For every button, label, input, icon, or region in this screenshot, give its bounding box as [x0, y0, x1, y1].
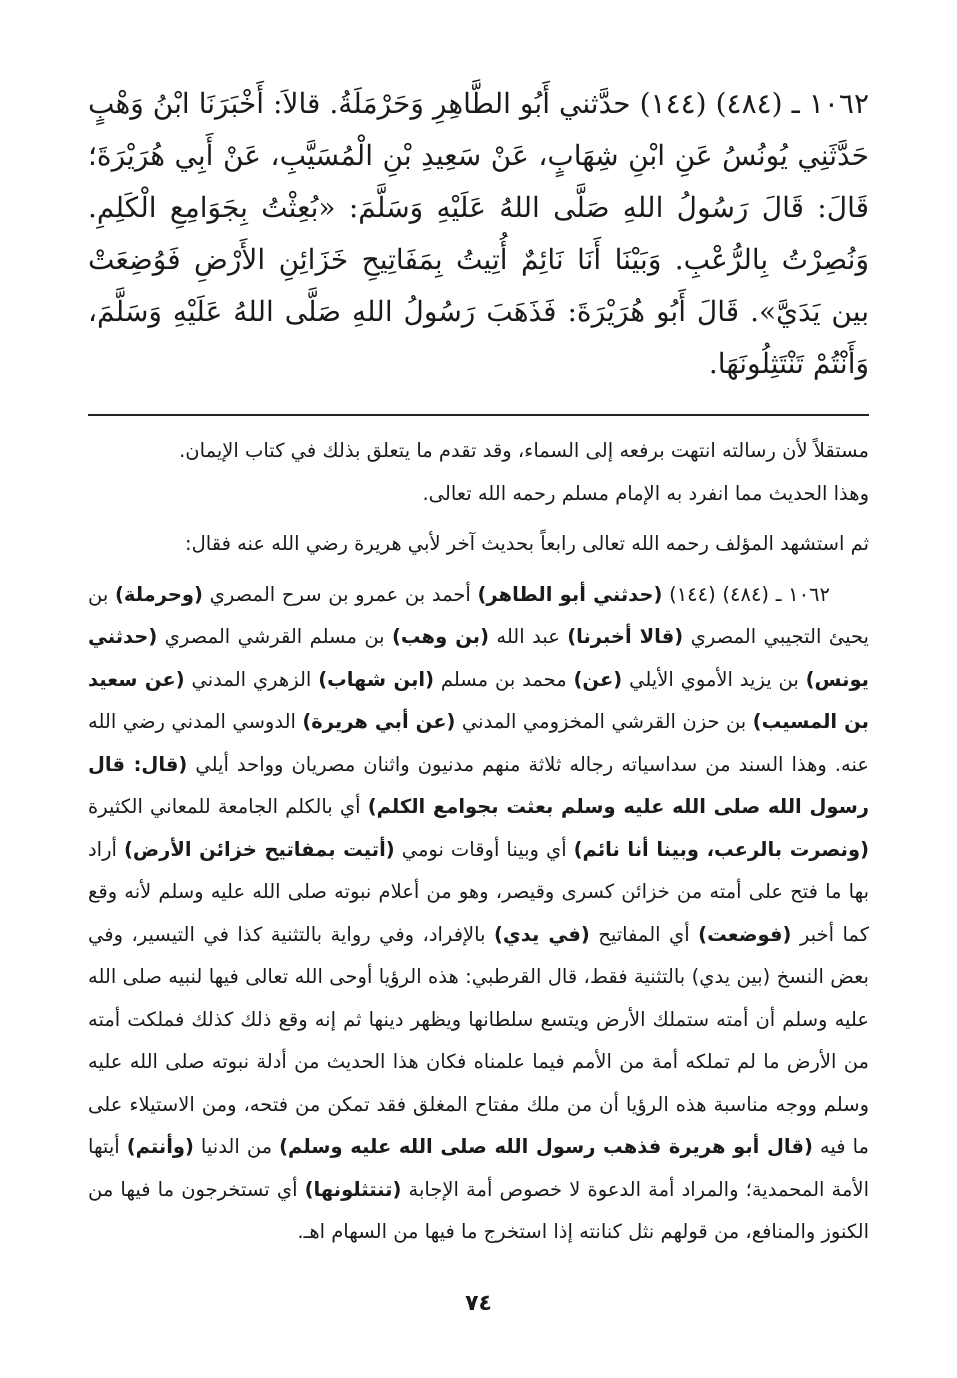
- commentary-segment: بالإفراد، وفي رواية بالتثنية كذا في التيسير، وفي بعض النسخ (بين يدي) بالتثنية فقط، قال القرطبي: هذه الرؤيا أوحى الله تعالى فيها لنبيه صلى الله عليه وسلم أن أمته ستملك الأرض ويتسع سلطانها ويظهر دينها ثم إنه وقع ذلك كذلك فملكت أمته من الأرض ما لم تملكه أمة من الأمم فيما علمناه فكان هذا الحديث من أدلة نبوته صلى الله عليه وسلم ووجه مناسبة هذه الرؤيا أن من ملك مفتاح المغلق فقد تمكن من فتحه، ومن الاستيلاء على ما فيه: [88, 922, 869, 1158]
- commentary-segment: الدوسي المدني رضي الله عنه. وهذا السند من سداسياته رجاله ثلاثة منهم مدنيون واثنان مصريان وواحد أيلي: [88, 710, 869, 776]
- document-page: [88, 78, 869, 1378]
- quoted-hadith-segment: (عن سعيد بن المسيب): [88, 667, 869, 733]
- quoted-hadith-segment: (حدثني أبو الطاهر): [477, 582, 663, 606]
- page-number: ٧٤: [465, 1291, 492, 1316]
- quoted-hadith-segment: (ونصرت بالرعب، وبينا أنا نائم): [573, 837, 869, 861]
- quoted-hadith-segment: (وحرملة): [114, 582, 203, 606]
- quoted-hadith-segment: (في يدي): [493, 922, 590, 946]
- commentary-note: وهذا الحديث مما انفرد به الإمام مسلم رحمه الله تعالى.: [422, 481, 869, 505]
- commentary-segment: بن مسلم القرشي المصري: [157, 625, 392, 648]
- footnote-divider: [88, 414, 869, 416]
- commentary-segment: أي بالكلم الجامعة للمعاني الكثيرة: [88, 795, 368, 818]
- quoted-hadith-segment: (حدثني يونس): [88, 625, 869, 691]
- quoted-hadith-segment: (ابن شهاب): [318, 667, 434, 691]
- commentary-segment: الزهري المدني: [184, 667, 319, 691]
- commentary-segment: محمد بن مسلم: [433, 667, 574, 691]
- commentary-section: [88, 430, 869, 1254]
- quoted-hadith-segment: (وأنتم): [126, 1135, 194, 1158]
- quoted-hadith-segment: (بن وهب): [392, 625, 489, 648]
- commentary-segment: بن يحيئ التجيبي المصري: [88, 582, 869, 648]
- commentary-continuation: مستقلاً لأن رسالته انتهت برفعه إلى السماء، وقد تقدم ما يتعلق بذلك في كتاب الإيمان.: [179, 439, 869, 462]
- commentary-segment: أي المفاتيح: [589, 922, 699, 946]
- commentary-segment: من الدنيا: [193, 1135, 280, 1158]
- commentary-intro: ثم استشهد المؤلف رحمه الله تعالى رابعاً بحديث آخر لأبي هريرة رضي الله عنه فقال:: [185, 532, 869, 555]
- commentary-segment: أراد بها ما فتح على أمته من خزائن كسرى وقيصر، وهو من أعلام نبوته صلى الله عليه وسلم لأنه وقع كما أخبر: [88, 837, 869, 946]
- commentary-segment: بن حزن القرشي المخزومي المدني: [455, 710, 753, 733]
- commentary-main-paragraph: [88, 574, 869, 1254]
- commentary-segment: ١٠٦٢ ـ (٤٨٤) (١٤٤): [662, 582, 830, 606]
- quoted-hadith-segment: (تنتثلونها): [304, 1177, 402, 1201]
- commentary-segment: بن يزيد الأموي الأيلي: [622, 667, 806, 691]
- commentary-segment: أحمد بن عمرو بن سرح المصري: [202, 582, 478, 606]
- quoted-hadith-segment: (فوضعت): [698, 922, 792, 946]
- quoted-hadith-segment: (قالا أخبرنا): [567, 625, 684, 648]
- quoted-hadith-segment: (عن أبي هريرة): [302, 710, 456, 733]
- commentary-segment: أي وبينا أوقات نومي: [394, 837, 574, 861]
- quoted-hadith-segment: (قال أبو هريرة فذهب رسول الله صلى الله عليه وسلم): [279, 1135, 813, 1158]
- commentary-segment: أي تستخرجون ما فيها من الكنوز والمنافع، من قولهم نثل كنانته إذا استخرج ما فيها من السهام اهـ.: [88, 1177, 869, 1243]
- quoted-hadith-segment: (أتيت بمفاتيح خزائن الأرض): [123, 837, 395, 861]
- commentary-segment: أيتها الأمة المحمدية؛ والمراد أمة الدعوة لا خصوص أمة الإجابة: [88, 1135, 869, 1201]
- commentary-segment: عبد الله: [488, 625, 568, 648]
- quoted-hadith-segment: (قال: قال رسول الله صلى الله عليه وسلم بعثت بجوامع الكلم): [88, 752, 869, 818]
- quoted-hadith-segment: (عن): [573, 667, 623, 691]
- hadith-text: ١٠٦٢ ـ (٤٨٤) (١٤٤) حدَّثني أَبُو الطَّاهِرِ وَحَرْمَلَةُ. قالاَ: أَخْبَرَنَا ابْنُ وَهْبٍ حَدَّثَنِي يُونُسُ عَنِ ابْنِ شِهَابٍ، عَنْ سَعِيدِ بْنِ الْمُسَيَّبِ، عَنْ أَبِي هُرَيْرَةَ؛ قَالَ: قَالَ رَسُولُ اللهِ صَلَّى اللهُ عَلَيْهِ وَسَلَّمَ: «بُعِثْتُ بِجَوَامِعِ الْكَلِمِ. وَنُصِرْتُ بِالرُّعْبِ. وَبَيْنَا أَنَا نَائِمٌ أُتِيتُ بِمَفَاتِيحِ خَزَائِنِ الأَرْضِ فَوُضِعَتْ بين يَدَيَّ». قَالَ أَبُو هُرَيْرَةَ: فَذَهَبَ رَسُولُ اللهِ صَلَّى اللهُ عَلَيْهِ وَسَلَّمَ، وَأَنْتُمْ تَنْتَثِلُونَهَا.: [88, 87, 869, 380]
